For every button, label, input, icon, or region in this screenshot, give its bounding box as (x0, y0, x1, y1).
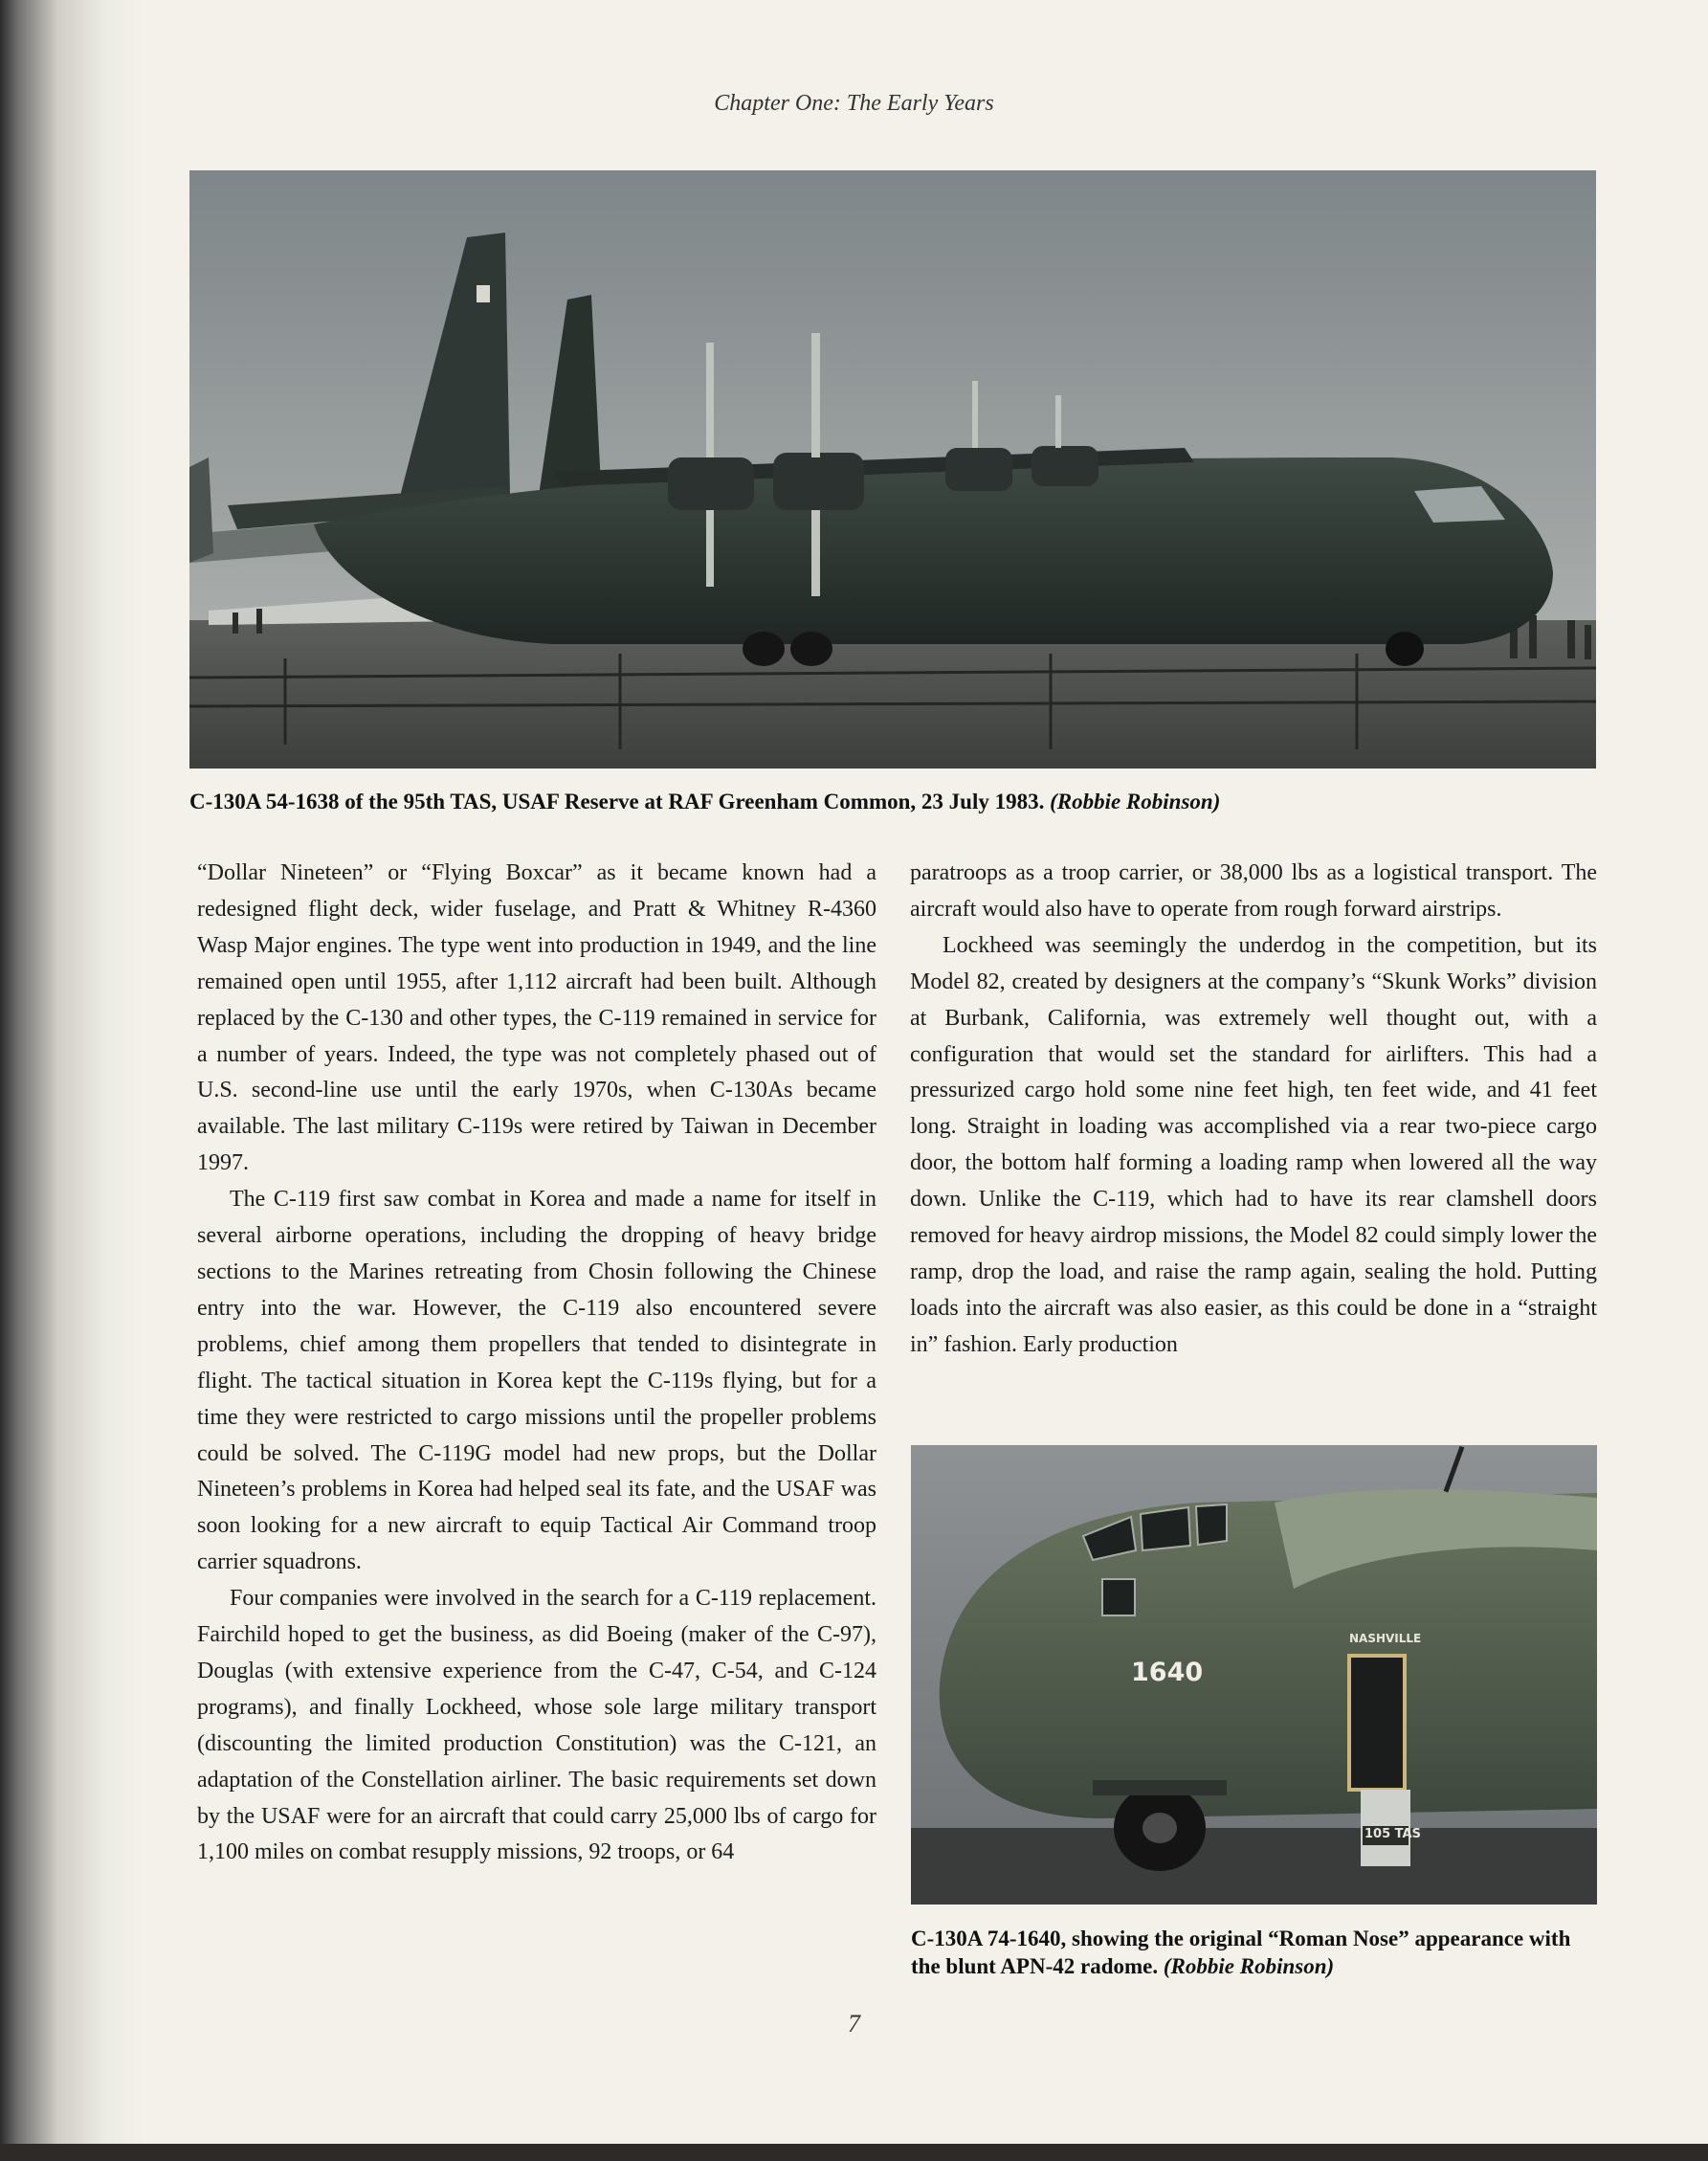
c130-nose-illustration (911, 1445, 1597, 1905)
left-paragraph-3: Four companies were involved in the search for a C-119 replacement. Fairchild hoped to get the business, as did Boeing (maker of the C-97), Douglas (with extensive experience from the C-47, C-54, and C-124 programs), and finally Lockheed, whose sole large military transport (discounting the limited production Constitution) was the C-121, an adaptation of the Constellation airliner. The basic requirements set down by the USAF were for an aircraft that could carry 25,000 lbs of cargo for 1,100 miles on combat resupply missions, 92 troops, or 64 (197, 1586, 876, 1865)
left-text-column (197, 856, 876, 1871)
bottom-photo-caption (911, 1925, 1598, 1980)
nose-name-label: NASHVILLE (1349, 1632, 1422, 1645)
bottom-caption-credit: (Robbie Robinson) (1163, 1954, 1335, 1978)
left-paragraph-1: “Dollar Nineteen” or “Flying Boxcar” as it became known had a redesigned flight deck, wider fuselage, and Pratt & Whitney R-4360 Wasp Major engines. The type went into production in 1949, and the line remained open until 1955, after 1,112 aircraft had been built. Although replaced by the C-130 and other types, the C-119 remained in service for a number of years. Indeed, the type was not completely phased out of U.S. second-line use until the early 1970s, when C-130As became available. The last military C-119s were retired by Taiwan in December 1997. (197, 860, 876, 1176)
page-number: 7 (848, 2010, 860, 2038)
nose-number-label: 1640 (1131, 1658, 1204, 1687)
left-paragraph-2: The C-119 first saw combat in Korea and made a name for itself in several airborne operations, including the dropping of heavy bridge sections to the Marines retreating from Chosin following the Chinese entry into the war. However, the C-119 also encountered severe problems, chief among them propellers that tended to disintegrate in flight. The tactical situation in Korea kept the C-119s flying, but for a time they were restricted to cargo missions until the propeller problems could be solved. The C-119G model had new props, but the Dollar Nineteen’s problems in Korea had helped seal its fate, and the USAF was soon looking for a new aircraft to equip Tactical Air Command troop carrier squadrons. (197, 1187, 876, 1575)
binding-shadow (0, 0, 144, 2161)
bottom-aircraft-photo (911, 1445, 1597, 1905)
right-paragraph-2: Lockheed was seemingly the underdog in the competition, but its Model 82, created by designers at the company’s “Skunk Works” division at Burbank, California, was extremely well thought out, with a configuration that would set the standard for airlifters. This had a pressurized cargo hold some nine feet high, ten feet wide, and 41 feet long. Straight in loading was accomplished via a rear two-piece cargo door, the bottom half forming a loading ramp when lowered all the way down. Unlike the C-119, which had to have its rear clamshell doors removed for heavy airdrop missions, the Model 82 could simply lower the ramp, drop the load, and raise the ramp again, sealing the hold. Putting loads into the aircraft was also easier, as this could be done in a “straight in” fashion. Early production (910, 932, 1597, 1357)
top-aircraft-photo (189, 170, 1596, 769)
top-photo-caption (189, 788, 1606, 815)
right-paragraph-1: paratroops as a troop carrier, or 38,000 lbs as a logistical transport. The aircraft would also have to operate from rough forward airstrips. (910, 860, 1597, 922)
c130-sideview-illustration (189, 170, 1596, 769)
top-caption-credit: (Robbie Robinson) (1050, 790, 1221, 813)
right-text-column (910, 856, 1597, 1364)
running-head: Chapter One: The Early Years (714, 91, 994, 116)
top-caption-text: C-130A 54-1638 of the 95th TAS, USAF Reserve at RAF Greenham Common, 23 July 1983. (189, 790, 1045, 813)
page-bottom-edge (0, 2144, 1708, 2161)
door-unit-label: 105 TAS (1364, 1827, 1421, 1841)
bottom-caption-text: C-130A 74-1640, showing the original “Roman Nose” appearance with the blunt APN-42 radome. (911, 1927, 1571, 1978)
